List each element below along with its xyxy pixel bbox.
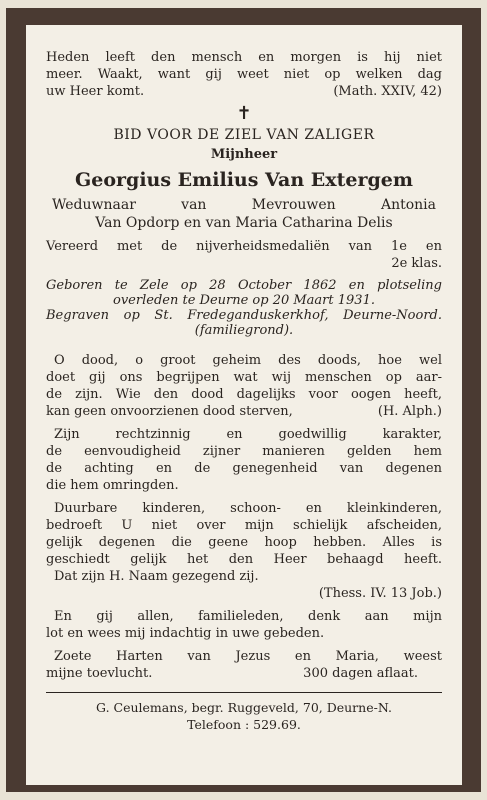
verse-3-line-1: Duurbare kinderen, schoon- en kleinkinderen,: [54, 501, 442, 516]
verse-1-line-4: kan geen onvoorzienen dood sterven,: [46, 404, 293, 419]
widower-block: [46, 196, 442, 232]
birth-death-block: [46, 278, 442, 338]
opening-line-3: uw Heer komt.: [46, 84, 145, 99]
verse-3-line-5: Dat zijn H. Naam gezegend zij.: [54, 569, 259, 584]
opening-line-1: Heden leeft den mensch en morgen is hij niet: [46, 50, 442, 65]
verse-2: [46, 426, 442, 494]
verse-2-line-1: Zijn rechtzinnig en goedwillig karakter,: [54, 427, 442, 442]
verse-3-citation: (Thess. IV. 13 Job.): [318, 586, 442, 601]
verse-1-line-3: de zijn. Wie den dood dagelijks voor oogen heeft,: [46, 387, 442, 402]
birth-line: Geboren te Zele op 28 October 1862 en plotseling: [46, 278, 442, 293]
verse-5: [46, 648, 442, 682]
title-word: Mijnheer: [210, 147, 278, 162]
honors-line-1: Vereerd met de nijverheidsmedaliën van 1e en: [46, 239, 442, 254]
verse-4-line-2: lot en wees mij indachtig in uwe gebeden.: [46, 626, 325, 641]
verse-1: [46, 352, 442, 420]
verse-4-line-1: En gij allen, familieleden, denk aan mijn: [54, 609, 442, 624]
verse-1-line-2: doet gij ons begrijpen wat wij menschen op aar-: [46, 370, 442, 385]
verse-1-citation: (H. Alph.): [377, 404, 442, 419]
honors-block: [46, 238, 442, 272]
indulgence-note: 300 dagen aflaat.: [303, 666, 418, 681]
verse-2-line-2: de eenvoudigheid zijner manieren gelden hem: [46, 444, 442, 459]
verse-3-line-3: gelijk degenen die geene hoop hebben. Alles is: [46, 535, 442, 550]
verse-3-line-4: geschiedt gelijk het den Heer behaagd heeft.: [46, 552, 442, 567]
verse-3-line-2: bedroeft U niet over mijn schielijk afscheiden,: [46, 518, 442, 533]
verse-1-line-1: O dood, o groot geheim des doods, hoe wel: [54, 353, 442, 368]
printer-footer: [46, 699, 442, 733]
verse-4: [46, 608, 442, 642]
verse-5-line-2: mijne toevlucht.: [46, 666, 153, 681]
death-line: overleden te Deurne op 20 Maart 1931.: [113, 293, 375, 308]
prayer-line: BID VOOR DE ZIEL VAN ZALIGER: [113, 127, 375, 143]
opening-verse: [46, 49, 442, 100]
verse-5-line-1: Zoete Harten van Jezus en Maria, weest: [54, 649, 442, 664]
opening-line-2: meer. Waakt, want gij weet niet op welken dag: [46, 67, 442, 82]
verse-2-line-3: de achting en de genegenheid van degenen: [46, 461, 442, 476]
honors-line-2: 2e klas.: [391, 256, 442, 271]
verse-3: [46, 500, 442, 602]
verse-2-line-4: die hem omringden.: [46, 478, 179, 493]
widower-line-1: Weduwnaar van Mevrouwen Antonia: [52, 197, 436, 213]
card-paper: [26, 25, 462, 785]
printer-line-2: Telefoon : 529.69.: [187, 717, 301, 732]
cross-icon: ✝: [236, 103, 252, 124]
burial-note: (familiegrond).: [194, 323, 294, 338]
printer-line-1: G. Ceulemans, begr. Ruggeveld, 70, Deurne-N.: [96, 700, 392, 715]
opening-citation: (Math. XXIV, 42): [333, 84, 442, 99]
widower-line-2: Van Opdorp en van Maria Catharina Delis: [95, 215, 393, 231]
deceased-name: Georgius Emilius Van Extergem: [75, 169, 413, 191]
memorial-card: [6, 8, 481, 792]
divider: [46, 692, 442, 693]
burial-line: Begraven op St. Fredeganduskerkhof, Deurne-Noord.: [46, 308, 442, 323]
